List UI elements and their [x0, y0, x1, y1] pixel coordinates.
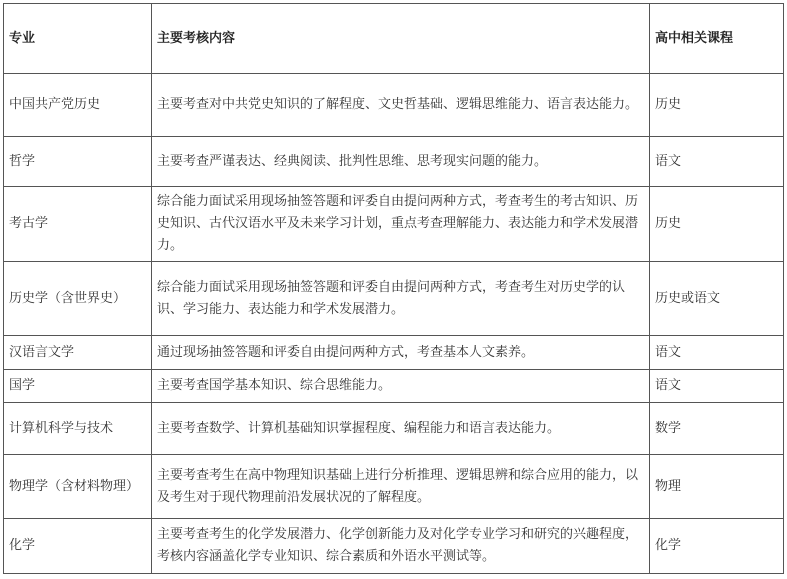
admission-table-container: [3, 3, 784, 574]
cell-content: 主要考查数学、计算机基础知识掌握程度、编程能力和语言表达能力。: [152, 403, 650, 455]
cell-course: 化学: [650, 519, 784, 574]
cell-major: 哲学: [4, 137, 152, 187]
cell-major: 历史学（含世界史）: [4, 262, 152, 336]
cell-major: 国学: [4, 370, 152, 403]
table-row: [4, 262, 784, 336]
cell-course: 物理: [650, 455, 784, 519]
cell-course: 语文: [650, 137, 784, 187]
cell-content: 主要考查考生在高中物理知识基础上进行分析推理、逻辑思辨和综合应用的能力，以及考生对于现代物理前沿发展状况的了解程度。: [152, 455, 650, 519]
cell-major: 物理学（含材料物理）: [4, 455, 152, 519]
cell-major: 中国共产党历史: [4, 74, 152, 137]
cell-content: 综合能力面试采用现场抽签答题和评委自由提问两种方式，考查考生对历史学的认识、学习能力、表达能力和学术发展潜力。: [152, 262, 650, 336]
cell-course: 历史或语文: [650, 262, 784, 336]
cell-content: 综合能力面试采用现场抽签答题和评委自由提问两种方式，考查考生的考古知识、历史知识、古代汉语水平及未来学习计划，重点考查理解能力、表达能力和学术发展潜力。: [152, 187, 650, 262]
table-row: [4, 137, 784, 187]
header-major: 专业: [4, 4, 152, 74]
header-content: 主要考核内容: [152, 4, 650, 74]
table-row: [4, 403, 784, 455]
cell-content: 主要考查严谨表达、经典阅读、批判性思维、思考现实问题的能力。: [152, 137, 650, 187]
cell-major: 汉语言文学: [4, 336, 152, 370]
cell-course: 语文: [650, 370, 784, 403]
cell-content: 主要考查考生的化学发展潜力、化学创新能力及对化学专业学习和研究的兴趣程度，考核内容涵盖化学专业知识、综合素质和外语水平测试等。: [152, 519, 650, 574]
table-row: [4, 455, 784, 519]
cell-major: 考古学: [4, 187, 152, 262]
admission-table: [3, 3, 784, 574]
table-row: [4, 336, 784, 370]
table-header-row: [4, 4, 784, 74]
table-row: [4, 74, 784, 137]
table-row: [4, 187, 784, 262]
cell-major: 计算机科学与技术: [4, 403, 152, 455]
cell-course: 历史: [650, 187, 784, 262]
cell-content: 主要考查国学基本知识、综合思维能力。: [152, 370, 650, 403]
cell-content: 主要考查对中共党史知识的了解程度、文史哲基础、逻辑思维能力、语言表达能力。: [152, 74, 650, 137]
cell-course: 历史: [650, 74, 784, 137]
table-row: [4, 370, 784, 403]
cell-course: 数学: [650, 403, 784, 455]
cell-content: 通过现场抽签答题和评委自由提问两种方式，考查基本人文素养。: [152, 336, 650, 370]
cell-course: 语文: [650, 336, 784, 370]
header-course: 高中相关课程: [650, 4, 784, 74]
cell-major: 化学: [4, 519, 152, 574]
table-row: [4, 519, 784, 574]
